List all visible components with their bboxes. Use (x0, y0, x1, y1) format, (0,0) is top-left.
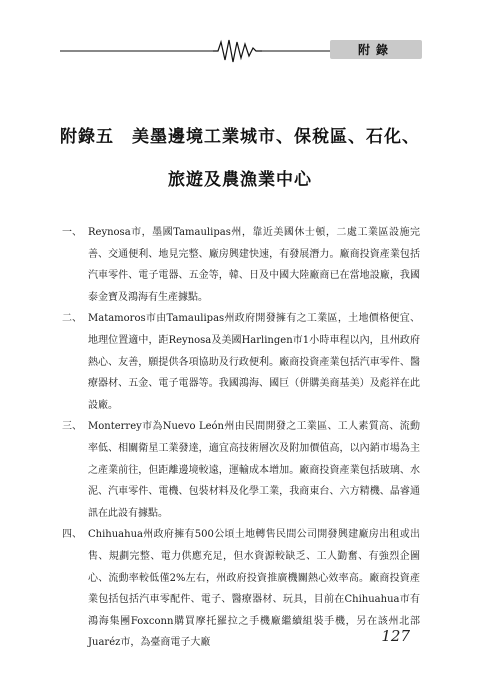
section-label: 附錄 (357, 43, 394, 57)
appendix-title-line-2: 旅遊及農漁業中心 (168, 170, 312, 190)
list-item (62, 524, 420, 654)
appendix-body (62, 222, 420, 654)
item-text: Matamoros市由Tamaulipas州政府開發擁有之工業區，土地價格便宜、地理位置適中，距Reynosa及美國Harlingen市1小時車程以內，且州政府熱心、友善，願提供各項協助及行政便利。廠商投資產業包括汽車零件、醫療器材、五金、電子電器等。我國鴻海、國巨（併購美商基美）及彪祥在此設廠。 (88, 313, 420, 411)
item-text: Chihuahua州政府擁有500公頃土地轉售民間公司開發興建廠房出租或出售、規劃完整、電力供應充足，但水資源較缺乏、工人勤奮、有強烈企圖心、流動率較低僅2%左右，州政府投資推廣機關熱心效率高。廠商投資產業包括包括汽車零配件、電子、醫療器材、玩具，目前在Chihuahua市有鴻海集團Foxconn購買摩托羅拉之手機廠繼續組裝手機，另在該州北部Juaréz市，為臺商電子大廠 (88, 529, 420, 649)
item-text: Reynosa市，墨國Tamaulipas州，靠近美國休士頓，二處工業區設施完善、交通便利、地見完整、廠房興建快速，有發展潛力。廠商投資產業包括汽車零件、電子電器、五金等，韓、日及中國大陸廠商已在當地設廠，我國泰金寶及鴻海有生產據點。 (88, 227, 420, 303)
list-item (62, 308, 420, 416)
header-ornament (0, 0, 480, 70)
appendix-title-line-1: 附錄五 美墨邊境工業城市、保稅區、石化、 (60, 127, 420, 147)
heartbeat-icon (213, 40, 262, 62)
list-item (62, 416, 420, 524)
item-number: 四、 (62, 529, 82, 541)
item-number: 三、 (62, 421, 82, 433)
running-header (0, 0, 480, 70)
page-number: 127 (381, 627, 410, 645)
list-item (62, 222, 420, 308)
item-number: 一、 (62, 227, 82, 238)
item-text: Monterrey市為Nuevo León州由民間開發之工業區、工人素質高、流動率低、相關衛星工業發達，適宜高技術層次及附加價值高，以內銷市場為主之產業前往，但距離邊境較遠，運輸成本增加。廠商投資產業包括玻璃、水泥、汽車零件、電機、包裝材料及化學工業，我商東台、六方精機、晶睿通訊在此設有據點。 (88, 421, 420, 519)
item-number: 二、 (62, 313, 82, 325)
section-tab (330, 40, 422, 59)
